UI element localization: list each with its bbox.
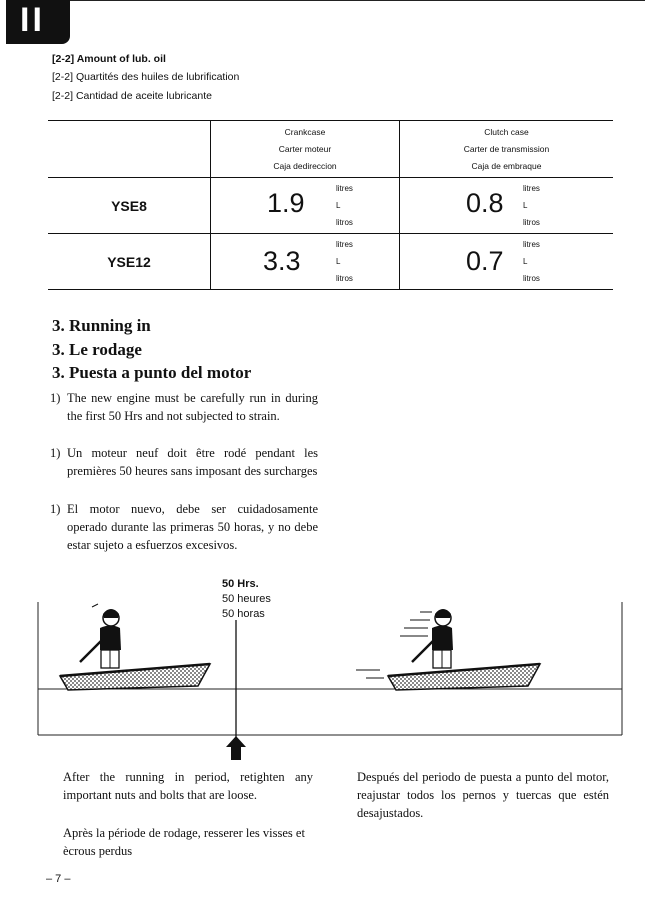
model-cell: YSE12: [48, 234, 211, 290]
section-badge: II: [6, 0, 70, 44]
paragraph-text: The new engine must be carefully run in during the first 50 Hrs and not subjected to strain.: [67, 391, 318, 423]
person-icon: [80, 609, 121, 668]
model-cell: YSE8: [48, 178, 211, 234]
paragraph-num: 1): [50, 391, 61, 405]
boat-hull-icon: [60, 664, 210, 690]
unit-label: L: [336, 201, 341, 210]
heading-es: [52, 90, 212, 102]
unit-label: litres: [523, 184, 540, 193]
crankcase-header: [211, 121, 400, 178]
paragraph-en: [50, 389, 318, 425]
after-text-es: Después del periodo de puesta a punto del motor, reajustar todos los pernos y tuercas que estén desajustados.: [357, 770, 609, 820]
col-label: Caja dedireccion: [273, 160, 337, 171]
heading-en: [52, 53, 166, 65]
unit-labels: [523, 236, 540, 287]
clutch-value-cell: [400, 234, 614, 290]
clutch-value: 0.7: [466, 246, 504, 276]
empty-header-cell: [48, 121, 211, 178]
paragraph-text: El motor nuevo, debe ser cuidadosamente operado durante las primeras 50 horas, y no debe estar sujeto a esfuerzos excesivos.: [67, 502, 318, 552]
col-label: Caja de embraque: [471, 160, 542, 171]
marker-label: 50 Hrs.: [222, 578, 259, 590]
crankcase-value: 3.3: [263, 246, 301, 276]
unit-labels: [336, 180, 353, 231]
unit-label: litres: [336, 184, 353, 193]
boat-careful: [60, 604, 210, 690]
heading-num: [2-2]: [52, 71, 74, 83]
clutch-value: 0.8: [466, 188, 504, 218]
table-header-row: [48, 121, 613, 178]
table-row: [48, 178, 613, 234]
crankcase-value: 1.9: [267, 188, 305, 218]
col-label: Crankcase: [284, 126, 326, 137]
unit-label: litros: [523, 218, 540, 227]
paragraph-text: Un moteur neuf doit être rodé pendant les premières 50 heures sans imposant des surcharges: [67, 446, 318, 478]
top-rule: [70, 0, 645, 1]
heading-text: Quartités des huiles de lubrification: [75, 71, 240, 83]
heading-num: [2-2]: [52, 53, 75, 65]
after-text-en: After the running in period, retighten any important nuts and bolts that are loose.: [63, 770, 313, 802]
heading-fr: [52, 71, 239, 83]
paragraph-es: [50, 500, 318, 554]
clutch-value-cell: [400, 178, 614, 234]
boat-hull-icon: [388, 664, 540, 690]
col-label: Carter de transmission: [463, 143, 550, 154]
heading-text: Amount of lub. oil: [76, 53, 166, 65]
unit-label: L: [523, 257, 528, 266]
table-row: [48, 234, 613, 290]
section-title-en: 3. Running in: [52, 316, 151, 335]
after-text-fr: Après la période de rodage, resserer les visses et ècrous perdus: [63, 826, 305, 858]
page-number: – 7 –: [46, 873, 71, 885]
section-title-fr: 3. Le rodage: [52, 340, 142, 359]
unit-label: L: [336, 257, 341, 266]
unit-labels: [523, 180, 540, 231]
up-arrow-icon: [226, 736, 246, 760]
marker-label: 50 heures: [222, 593, 271, 605]
motion-mark: [92, 604, 98, 607]
unit-labels: [336, 236, 353, 287]
paragraph-num: 1): [50, 446, 61, 460]
crankcase-value-cell: [211, 178, 400, 234]
heading-num: [2-2]: [52, 90, 74, 102]
heading-text: Cantidad de aceite lubricante: [75, 90, 212, 102]
lub-oil-table: [48, 120, 613, 290]
unit-label: litros: [523, 274, 540, 283]
person-icon: [412, 609, 453, 668]
section-title-es: 3. Puesta a punto del motor: [52, 363, 252, 382]
crankcase-value-cell: [211, 234, 400, 290]
paragraph-num: 1): [50, 502, 61, 516]
col-label: Carter moteur: [278, 143, 332, 154]
unit-label: L: [523, 201, 528, 210]
unit-label: litres: [336, 240, 353, 249]
unit-label: litros: [336, 218, 353, 227]
marker-label: 50 horas: [222, 608, 265, 620]
unit-label: litres: [523, 240, 540, 249]
boat-full-speed: [356, 609, 540, 690]
running-in-diagram: [0, 590, 645, 760]
unit-label: litros: [336, 274, 353, 283]
paragraph-fr: [50, 444, 318, 480]
clutch-header: [400, 121, 614, 178]
col-label: Clutch case: [484, 126, 529, 137]
speed-lines: [356, 612, 432, 678]
